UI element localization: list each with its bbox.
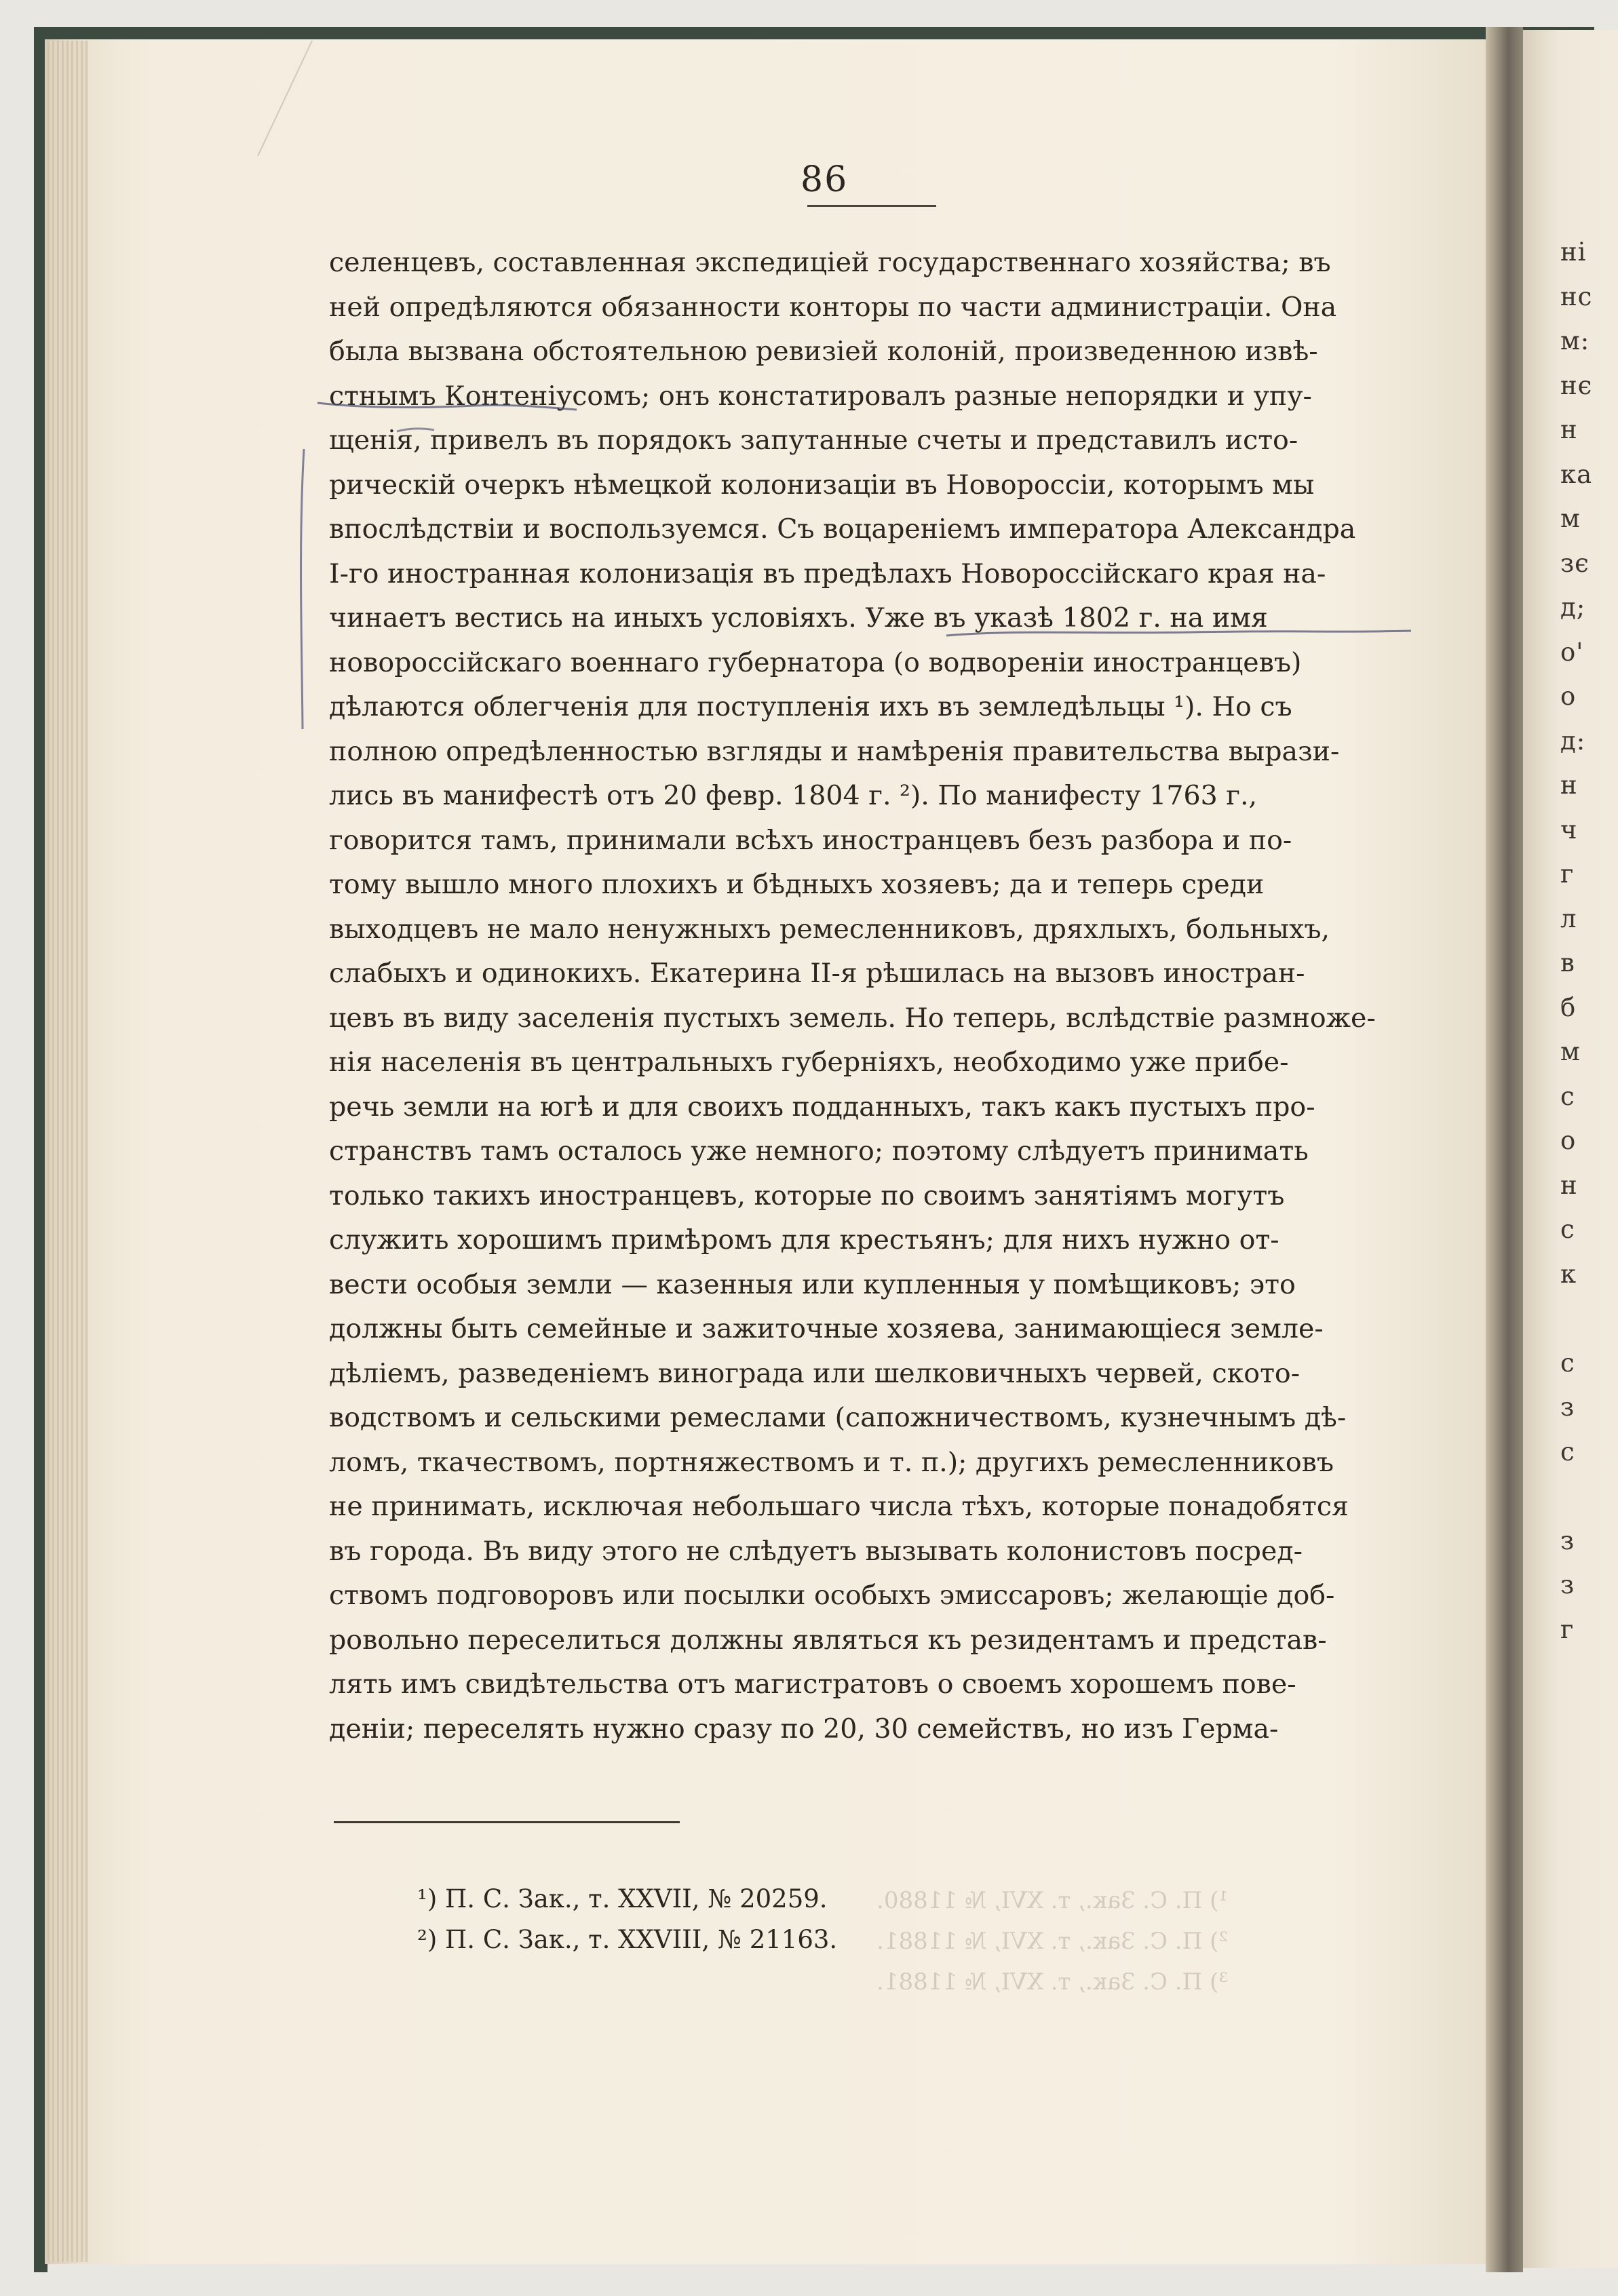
text-line: ровольно переселиться должны являться къ резидентамъ и представ- — [329, 1624, 1327, 1656]
text-line: щенія, привелъ въ порядокъ запутанные счеты и представилъ исто- — [329, 425, 1298, 456]
text-line: впослѣдствіи и воспользуемся. Съ воцареніемъ императора Александра — [329, 513, 1356, 545]
right-page-fragment: нi — [1560, 237, 1587, 267]
right-page-fragment: м — [1560, 504, 1581, 533]
text-line: речь земли на югѣ и для своихъ подданныхъ, такъ какъ пустыхъ про- — [329, 1091, 1315, 1123]
right-page-fragment: с — [1560, 1348, 1575, 1378]
right-page-fragment: о — [1560, 1126, 1577, 1155]
right-page-fragment: з — [1560, 1570, 1575, 1599]
ghost-line: ³) П. С. Зак., т. XVI, № 11881. — [877, 1968, 1228, 1996]
text-line: ствомъ подговоровъ или посылки особыхъ эмиссаровъ; желающіе доб- — [329, 1580, 1335, 1611]
right-page-fragment: ка — [1560, 459, 1593, 489]
right-page-fragment: н — [1560, 1170, 1578, 1200]
text-line: лять имъ свидѣтельства отъ магистратовъ о своемъ хорошемъ пове- — [329, 1669, 1296, 1700]
right-page-fragment: о — [1560, 682, 1577, 711]
right-page-fragment: с — [1560, 1215, 1575, 1244]
page-number-rule — [807, 205, 936, 207]
right-page-fragment: в — [1560, 948, 1575, 977]
right-page-fragment: м: — [1560, 326, 1590, 355]
text-line: не принимать, исключая небольшаго числа тѣхъ, которые понадобятся — [329, 1491, 1349, 1522]
footnote: ²) П. С. Зак., т. XXVIII, № 21163. — [417, 1925, 838, 1954]
footnote-rule — [334, 1821, 680, 1823]
book-cover-top-edge — [34, 27, 1594, 41]
right-page-fragment: с — [1560, 1081, 1575, 1111]
right-page-fragment: м — [1560, 1037, 1581, 1066]
right-page-fragment: з — [1560, 1525, 1575, 1555]
text-line: вести особыя земли — казенныя или купленныя у помѣщиковъ; это — [329, 1268, 1296, 1300]
text-line: лись въ манифестѣ отъ 20 февр. 1804 г. ²). По манифесту 1763 г., — [329, 780, 1258, 811]
ghost-line: ¹) П. С. Зак., т. XVI, № 11880. — [877, 1887, 1228, 1914]
right-page-fragment: с — [1560, 1437, 1575, 1466]
page-number: 86 — [801, 159, 849, 200]
text-line: деніи; переселять нужно сразу по 20, 30 семействъ, но изъ Герма- — [329, 1713, 1279, 1745]
right-page-fragment: о' — [1560, 637, 1584, 667]
right-page-fragment: нє — [1560, 370, 1593, 400]
right-page-fragment: г — [1560, 859, 1575, 889]
text-line: была вызвана обстоятельною ревизіей колоній, произведенною извѣ- — [329, 336, 1318, 367]
text-line: цевъ въ виду заселенія пустыхъ земель. Но теперь, вслѣдствіе размноже- — [329, 1002, 1376, 1034]
right-page-fragment: д; — [1560, 593, 1586, 622]
text-line: ней опредѣляются обязанности конторы по части администраціи. Она — [329, 291, 1337, 323]
text-line: служить хорошимъ примѣромъ для крестьянъ; для нихъ нужно от- — [329, 1224, 1279, 1256]
right-page-fragment: з — [1560, 1393, 1575, 1422]
bleed-through-text — [875, 1880, 1228, 2002]
body-text — [329, 241, 1414, 1751]
text-line: слабыхъ и одинокихъ. Екатерина II-я рѣшилась на вызовъ иностран- — [329, 958, 1305, 989]
right-page-fragment: г — [1560, 1614, 1575, 1644]
text-line: ломъ, ткачествомъ, портняжествомъ и т. п.); другихъ ремесленниковъ — [329, 1446, 1334, 1478]
text-line: тому вышло много плохихъ и бѣдныхъ хозяевъ; да и теперь среди — [329, 869, 1265, 900]
text-line: водствомъ и сельскими ремеслами (сапожничествомъ, кузнечнымъ дѣ- — [329, 1402, 1347, 1433]
text-line: выходцевъ не мало ненужныхъ ремесленниковъ, дряхлыхъ, больныхъ, — [329, 913, 1330, 945]
book-gutter — [1486, 27, 1523, 2272]
text-line: странствъ тамъ осталось уже немного; поэтому слѣдуетъ принимать — [329, 1135, 1309, 1167]
text-line: селенцевъ, составленная экспедиціей государственнаго хозяйства; въ — [329, 247, 1331, 278]
text-line: въ города. Въ виду этого не слѣдуетъ вызывать колонистовъ посред- — [329, 1535, 1303, 1567]
text-line: чинаетъ вестись на иныхъ условіяхъ. Уже въ указѣ 1802 г. на имя — [329, 602, 1268, 634]
right-page-fragment: н — [1560, 415, 1578, 444]
ghost-line: ²) П. С. Зак., т. XVI, № 11881. — [877, 1928, 1228, 1955]
text-line: новороссійскаго военнаго губернатора (о водвореніи иностранцевъ) — [329, 646, 1302, 678]
right-page-fragment: д: — [1560, 726, 1586, 756]
text-line: дѣліемъ, разведеніемъ винограда или шелковичныхъ червей, ското- — [329, 1357, 1301, 1389]
right-page-fragment: ч — [1560, 815, 1578, 844]
text-line: I-го иностранная колонизація въ предѣлахъ Новороссійскаго края на- — [329, 558, 1326, 589]
text-line: стнымъ Контеніусомъ; онъ констатировалъ разные непорядки и упу- — [329, 380, 1312, 412]
text-line: рическій очеркъ нѣмецкой колонизаціи въ Новороссіи, которымъ мы — [329, 469, 1315, 501]
text-line: дѣлаются облегченія для поступленія ихъ въ земледѣльцы ¹). Но съ — [329, 691, 1292, 722]
text-line: только такихъ иностранцевъ, которые по своимъ занятіямъ могутъ — [329, 1180, 1285, 1211]
right-page-fragment: н — [1560, 771, 1578, 800]
text-line: нія населенія въ центральныхъ губерніяхъ, необходимо уже прибе- — [329, 1047, 1289, 1078]
text-line: говорится тамъ, принимали всѣхъ иностранцевъ безъ разбора и по- — [329, 824, 1292, 856]
text-line: полною опредѣленностью взгляды и намѣренія правительства вырази- — [329, 735, 1340, 767]
footnote: ¹) П. С. Зак., т. XXVII, № 20259. — [417, 1884, 828, 1913]
right-page-fragment: нс — [1560, 281, 1593, 311]
right-page-fragment: к — [1560, 1259, 1577, 1289]
right-page-fragment: б — [1560, 992, 1577, 1022]
right-page-fragment: зє — [1560, 548, 1590, 578]
right-page-fragment: л — [1560, 903, 1577, 933]
text-line: должны быть семейные и зажиточные хозяева, занимающіеся земле- — [329, 1313, 1324, 1344]
page-stack-edge — [47, 41, 88, 2262]
